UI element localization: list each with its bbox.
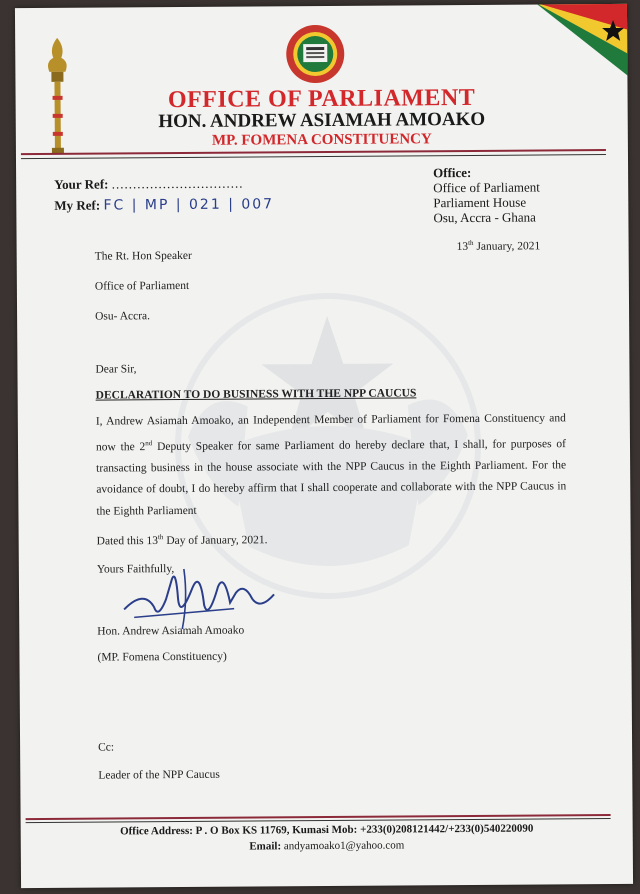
office-title: OFFICE OF PARLIAMENT [167, 84, 476, 114]
closing: Yours Faithfully, [96, 563, 175, 576]
letter-subject: DECLARATION TO DO BUSINESS WITH THE NPP CAUCUS [95, 387, 417, 402]
constituency-heading: MP. FOMENA CONSTITUENCY [211, 131, 432, 149]
letter-body: I, Andrew Asiamah Amoako, an Independent Member of Parliament for Fomena Constituency and now the 2nd Deputy Speaker for same Parliament do hereby declare that, I shall, for purposes of transacting business in the house associate with the NPP Caucus in the Eighth Parliament. For the avoidance of doubt, I do hereby affirm that I shall cooperate and collaborate with the NPP Caucus in the Eighth Parliament [95, 412, 567, 518]
parliament-seal-icon [285, 24, 345, 84]
office-block: Office: Office of Parliament Parliament House Osu, Accra - Ghana [433, 164, 540, 226]
recipient-address: The Rt. Hon Speaker Office of Parliament Osu- Accra. [94, 249, 192, 323]
salutation: Dear Sir, [95, 363, 137, 376]
my-ref-line: My Ref: FC | MP | 021 | 007 [54, 196, 275, 214]
cc-label: Cc: [98, 741, 115, 754]
signatory-name: Hon. Andrew Asiamah Amoako [97, 624, 245, 638]
signatory-title: (MP. Fomena Constituency) [97, 650, 227, 664]
cc-recipient: Leader of the NPP Caucus [98, 768, 220, 782]
dated-line: Dated this 13th Day of January, 2021. [96, 533, 268, 548]
footer-email: Email: andyamoako1@yahoo.com [249, 839, 405, 853]
signature [114, 558, 285, 634]
letter-paper [15, 4, 633, 888]
footer-address: Office Address: P . O Box KS 11769, Kumasi Mob: +233(0)208121442/+233(0)540220090 [120, 822, 534, 838]
member-name-heading: HON. ANDREW ASIAMAH AMOAKO [158, 108, 486, 133]
reference-block [54, 172, 274, 217]
header-rule-thin [21, 154, 606, 159]
ghana-flag-corner-icon [535, 4, 633, 83]
letter-date: 13th January, 2021 [456, 238, 541, 253]
your-ref-line: Your Ref: ............................... [54, 175, 244, 192]
